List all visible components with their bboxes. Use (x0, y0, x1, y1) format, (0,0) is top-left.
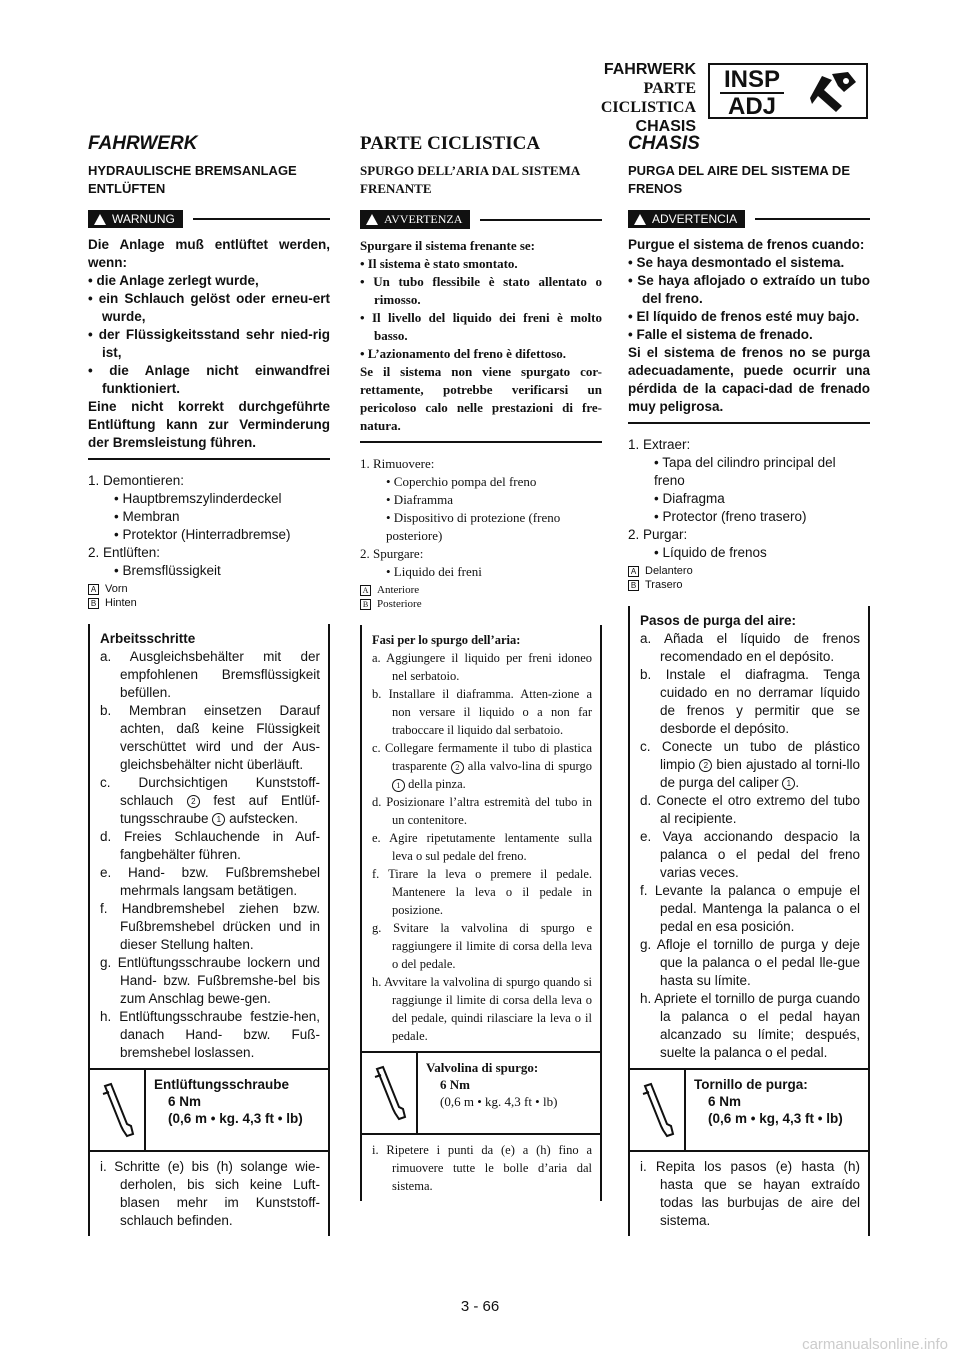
warning-badge (360, 210, 470, 229)
step-item: • Tapa del cilindro principal del freno (654, 455, 836, 488)
box-final-step: i. Ripetere i punti da (e) a (h) fino a rimuovere tutte le bolle d’aria dal sistema. (372, 1143, 592, 1193)
legend (88, 582, 330, 610)
steps (88, 472, 330, 580)
warning-text (88, 236, 330, 460)
section-subtitle: SPURGO DELL’ARIA DAL SISTEMA FRENANTE (360, 163, 580, 196)
warning-outro: Eine nicht korrekt durchgeführte Entlüftung kann zur Verminderung der Bremsleistung führen. (88, 399, 330, 450)
warning-text (628, 236, 870, 424)
warning-badge (88, 210, 183, 228)
box-title: Fasi per lo spurgo dell’aria: (372, 633, 521, 647)
box-item: d. Freies Schlauchende in Auf-fangbehälter führen. (100, 829, 320, 862)
box-item: f. Tirare la leva o premere il pedale. Mantenere la leva o il pedale in posizione. (372, 867, 592, 917)
step-item: • Diafragma (654, 491, 725, 506)
warning-bullet: • Falle el sistema de frenado. (628, 327, 813, 342)
box-item: e. Hand- bzw. Fußbremshebel mehrmals langsam betätigen. (100, 865, 320, 898)
warning-bullet: • El líquido de frenos esté muy bajo. (628, 309, 860, 324)
marker-a: A (628, 566, 639, 577)
legend-rear: Posteriore (377, 598, 422, 610)
box-final-step: i. Repita los pasos (e) hasta (h) hasta que se hayan extraído todas las burbujas de aire del sistema. (640, 1159, 860, 1228)
torque-wrench-icon (630, 1070, 686, 1150)
warning-bullet: • Se haya desmontado el sistema. (628, 255, 845, 270)
box-item: h. Apriete el tornillo de purga cuando la palanca o el pedal hayan alcanzado su límite; después, suelte la palanca o el pedal. (640, 991, 860, 1060)
warning-outro: Se il sistema non viene spurgato cor-rettamente, potrebbe verificarsi un pericoloso calo nelle prestazioni di fre-natura. (360, 364, 602, 433)
box-item: c. Collegare fermamente il tubo di plastica trasparente 2 alla valvo-lina di spurgo 1 della pinza. (372, 741, 592, 791)
box-final-step: i. Schritte (e) bis (h) solange wie-derholen, bis sich keine Luft-blasen mehr im Kunststoff-schlauch befinden. (100, 1159, 320, 1228)
warning-bullet: • die Anlage zerlegt wurde, (88, 273, 259, 288)
badge-adj: ADJ (727, 93, 776, 120)
callout-1: 1 (392, 779, 405, 792)
badge-insp: INSP (720, 67, 784, 94)
box-item: b. Installare il diaframma. Atten-zione a non versare il liquido o a non far traboccare il liquido dal serbatoio. (372, 687, 592, 737)
torque-name: Valvolina di spurgo: (426, 1060, 539, 1075)
warning-triangle-icon (366, 214, 378, 225)
divider (480, 219, 602, 221)
step-remove: 1. Rimuovere: (360, 456, 435, 471)
warning-bullet: • Il livello del liquido dei freni è molto basso. (360, 310, 602, 343)
running-header (560, 60, 696, 136)
torque-name: Entlüftungsschraube (154, 1077, 290, 1092)
warning-bullet: • Se haya aflojado o extraído un tubo del freno. (628, 273, 870, 306)
warning-bullet: • L’azionamento del freno è difettoso. (360, 346, 567, 361)
column-german (88, 132, 330, 1236)
warning-bullet: • die Anlage nicht einwandfrei funktioniert. (88, 363, 330, 396)
box-item: a. Añada el líquido de frenos recomendado en el depósito. (640, 631, 860, 664)
header-es: CHASIS (635, 118, 696, 135)
warning-outro: Si el sistema de frenos no se purga adecuadamente, puede ocurrir una pérdida de la capaci-dad de frenado muy peligrosa. (628, 345, 870, 414)
warning-triangle-icon (634, 214, 646, 225)
box-item: g. Entlüftungsschraube lockern und Hand- bzw. Fußbremshe-bel bis zum Anschlag bewe-gen. (100, 955, 320, 1006)
step-remove: 1. Extraer: (628, 437, 691, 452)
page-number: 3 - 66 (460, 1298, 500, 1315)
column-spanish (628, 132, 870, 1236)
divider (193, 218, 330, 220)
box-title: Arbeitsschritte (100, 631, 196, 646)
section-subtitle: HYDRAULISCHE BREMSANLAGE ENTLÜFTEN (88, 163, 297, 196)
warning-label: WARNUNG (112, 212, 175, 226)
box-item: a. Aggiungere il liquido per freni idoneo nel serbatoio. (372, 651, 592, 683)
warning-label: ADVERTENCIA (652, 212, 738, 226)
marker-a: A (360, 585, 371, 596)
torque-alt-units: (0,6 m • kg. 4,3 ft • lb) (440, 1094, 558, 1109)
warning-bullet: • der Flüssigkeitsstand sehr nied-rig ist, (88, 327, 330, 360)
box-item: e. Agire ripetutamente lentamente sulla leva o sul pedale del freno. (372, 831, 592, 863)
torque-value: 6 Nm (708, 1094, 742, 1109)
box-item: g. Svitare la valvolina di spurgo e raggiungere il limite di corsa della leva o del pedale. (372, 921, 592, 971)
marker-b: B (628, 580, 639, 591)
box-item: c. Conecte un tubo de plástico limpio 2 bien ajustado al torni-llo de purga del caliper 1 . (640, 739, 860, 790)
step-bleed: 2. Purgar: (628, 527, 688, 542)
legend (360, 583, 602, 611)
wrench-tool-icon (802, 68, 862, 116)
torque-name: Tornillo de purga: (694, 1077, 808, 1092)
column-italian (360, 132, 602, 1201)
warning-header (360, 210, 602, 229)
warning-intro: Purgue el sistema de frenos cuando: (628, 237, 865, 252)
box-item: g. Afloje el tornillo de purga y deje que la palanca o el pedal lle-gue hasta su límite. (640, 937, 860, 988)
watermark: carmanualsonline.info (802, 1336, 948, 1353)
step-item: • Líquido de frenos (654, 545, 767, 560)
torque-spec (90, 1068, 328, 1152)
procedure-box (628, 606, 870, 1236)
callout-2: 2 (451, 761, 464, 774)
section-title: FAHRWERK (88, 133, 198, 154)
steps (628, 436, 870, 562)
box-item: a. Ausgleichsbehälter mit der empfohlenen Bremsflüssigkeit befüllen. (100, 649, 320, 700)
callout-2: 2 (187, 795, 200, 808)
warning-bullet: • Un tubo flessibile è stato allentato o rimosso. (360, 274, 602, 307)
legend-rear: Hinten (105, 597, 137, 609)
procedure-box (360, 625, 602, 1201)
box-item: b. Membran einsetzen Darauf achten, daß keine Flüssigkeit verschüttet wird und der Aus-gleichsbehälter nicht überläuft. (100, 703, 320, 772)
box-item: c. Durchsichtigen Kunststoff-schlauch 2 fest auf Entlüf-tungsschraube 1 aufstecken. (100, 775, 320, 826)
torque-wrench-icon (362, 1053, 418, 1133)
step-bleed: 2. Entlüften: (88, 545, 161, 560)
callout-2: 2 (699, 759, 712, 772)
insp-adj-badge (708, 63, 868, 119)
warning-intro: Spurgare il sistema frenante se: (360, 238, 535, 253)
warning-label: AVVERTENZA (384, 212, 463, 226)
torque-value: 6 Nm (440, 1077, 470, 1092)
step-item: • Coperchio pompa del freno (386, 474, 537, 489)
legend-front: Vorn (105, 583, 128, 595)
torque-wrench-icon (90, 1070, 146, 1150)
header-de: FAHRWERK (603, 61, 696, 78)
header-it: PARTE CICLISTICA (600, 80, 696, 116)
warning-triangle-icon (94, 214, 106, 225)
section-title: CHASIS (628, 133, 700, 154)
box-item: h. Avvitare la valvolina di spurgo quando si raggiunge il limite di corsa della leva o del pedale, quindi rilasciare la leva o il pedale. (372, 975, 592, 1043)
warning-text (360, 237, 602, 443)
section-title: PARTE CICLISTICA (360, 133, 541, 154)
torque-alt-units: (0,6 m • kg. 4,3 ft • lb) (168, 1111, 303, 1126)
callout-1: 1 (782, 777, 795, 790)
marker-a: A (88, 584, 99, 595)
box-item: d. Conecte el otro extremo del tubo al recipiente. (640, 793, 860, 826)
legend-rear: Trasero (645, 579, 683, 591)
step-item: • Protector (freno trasero) (654, 509, 807, 524)
procedure-box (88, 624, 330, 1236)
section-subtitle: PURGA DEL AIRE DEL SISTEMA DE FRENOS (628, 163, 850, 196)
torque-alt-units: (0,6 m • kg, 4,3 ft • lb) (708, 1111, 843, 1126)
warning-intro: Die Anlage muß entlüftet werden, wenn: (88, 237, 330, 270)
box-item: b. Instale el diafragma. Tenga cuidado en no derramar líquido de frenos y permitir que se desborde el depósito. (640, 667, 860, 736)
step-bleed: 2. Spurgare: (360, 546, 424, 561)
box-item: f. Levante la palanca o empuje el pedal. Mantenga la palanca o el pedal en esa posición. (640, 883, 860, 934)
marker-b: B (360, 599, 371, 610)
step-item: • Bremsflüssigkeit (114, 563, 221, 578)
legend (628, 564, 870, 592)
box-item: d. Posizionare l’altra estremità del tubo in un contenitore. (372, 795, 592, 827)
torque-spec (362, 1051, 600, 1135)
box-item: e. Vaya accionando despacio la palanca o el pedal del freno varias veces. (640, 829, 860, 880)
step-item: • Liquido dei freni (386, 564, 482, 579)
step-item: • Hauptbremszylinderdeckel (114, 491, 282, 506)
legend-front: Delantero (645, 565, 693, 577)
warning-bullet: • ein Schlauch gelöst oder erneu-ert wurde, (88, 291, 330, 324)
box-item: h. Entlüftungsschraube festzie-hen, danach Hand- bzw. Fuß-bremshebel loslassen. (100, 1009, 320, 1060)
torque-spec (630, 1068, 868, 1152)
step-item: • Dispositivo di protezione (freno posteriore) (386, 510, 561, 543)
warning-bullet: • Il sistema è stato smontato. (360, 256, 518, 271)
divider (755, 218, 870, 220)
step-item: • Protektor (Hinterradbremse) (114, 527, 291, 542)
torque-value: 6 Nm (168, 1094, 202, 1109)
callout-1: 1 (212, 813, 225, 826)
steps (360, 455, 602, 581)
marker-b: B (88, 598, 99, 609)
warning-badge (628, 210, 745, 228)
box-title: Pasos de purga del aire: (640, 613, 797, 628)
step-remove: 1. Demontieren: (88, 473, 185, 488)
warning-header (88, 210, 330, 228)
step-item: • Diaframma (386, 492, 453, 507)
step-item: • Membran (114, 509, 180, 524)
warning-header (628, 210, 870, 228)
box-item: f. Handbremshebel ziehen bzw. Fußbremshebel drücken und in dieser Stellung halten. (100, 901, 320, 952)
legend-front: Anteriore (377, 584, 420, 596)
